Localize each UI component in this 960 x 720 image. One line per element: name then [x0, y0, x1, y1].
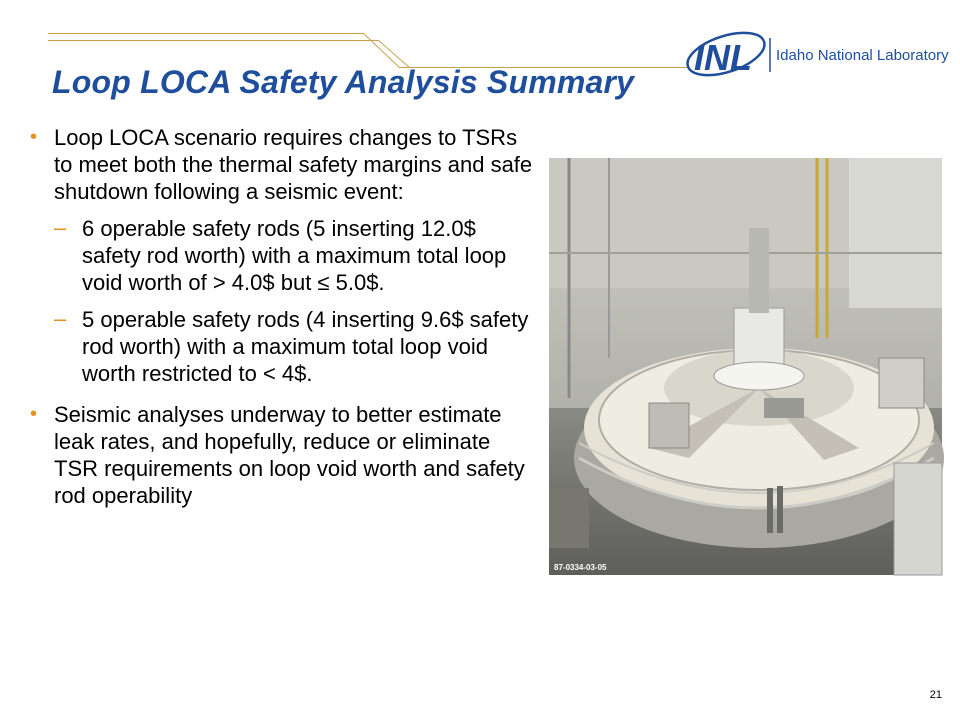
sub-bullet-dash: –	[54, 215, 67, 240]
photo-caption: 87-0334-03-05	[554, 563, 607, 572]
slide-title: Loop LOCA Safety Analysis Summary	[52, 64, 635, 100]
sub-bullet-item	[30, 215, 535, 296]
sub-bullet-item	[30, 306, 535, 387]
header-rule-bottom	[48, 40, 378, 41]
bullet-item	[30, 401, 535, 509]
inl-logo	[682, 20, 949, 92]
sub-bullet-text: 5 operable safety rods (4 inserting 9.6$ safety rod worth) with a maximum total loop void worth restricted to < 4$.	[82, 307, 529, 386]
sub-bullet-text: 6 operable safety rods (5 inserting 12.0$ safety rod worth) with a maximum total loop void worth of > 4.0$ but ≤ 5.0$.	[82, 216, 507, 295]
sub-bullet-dash: –	[54, 306, 67, 331]
reactor-photo	[549, 158, 942, 575]
bullet-dot: •	[30, 403, 38, 425]
slide-content	[30, 124, 535, 519]
bullet-text: Loop LOCA scenario requires changes to TSRs to meet both the thermal safety margins and safe shutdown following a seismic event:	[54, 125, 533, 204]
logo-mark: INL	[694, 37, 752, 78]
bullet-item	[30, 124, 535, 205]
bullet-dot: •	[30, 126, 38, 148]
page-number: 21	[929, 689, 942, 701]
logo-name: Idaho National Laboratory	[776, 47, 949, 64]
bullet-text: Seismic analyses underway to better estimate leak rates, and hopefully, reduce or eliminate TSR requirements on loop void worth and safety rod operability	[54, 402, 525, 508]
header-rule-top	[48, 33, 363, 34]
